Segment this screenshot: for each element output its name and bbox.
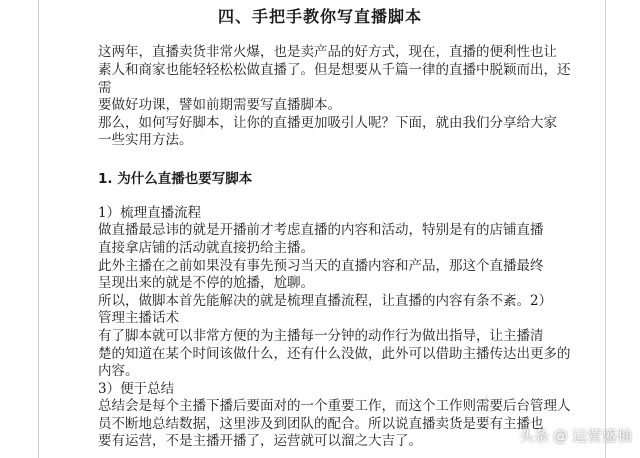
body-line: 做直播最忌讳的就是开播前才考虑直播的内容和活动，特别是有的店铺直播 xyxy=(98,222,544,238)
watermark-platform: 头条 xyxy=(518,427,549,445)
body-line: 1）梳理直播流程 xyxy=(98,205,202,221)
body-line: 楚的知道在某个时间该做什么，还有什么没做，此外可以借助主播传达出更多的 xyxy=(98,346,571,362)
body-line: 有了脚本就可以非常方便的为主播每一分钟的动作行为做出指导，让主播清 xyxy=(98,328,544,344)
body-line: 员不断地总结数据，这里涉及到团队的配合。所以说直播卖货是要有主播也 xyxy=(98,416,544,432)
watermark xyxy=(519,425,632,446)
document-title: 四、手把手教你写直播脚本 xyxy=(217,7,422,26)
intro-line: 要做好功课，譬如前期需要写直播脚本。 xyxy=(98,97,341,113)
section-heading: 1. 为什么直播也要写脚本 xyxy=(98,171,253,187)
intro-line: 一些实用方法。 xyxy=(98,132,193,148)
watermark-author: 运营盛柚 xyxy=(571,427,632,445)
intro-line: 素人和商家也能轻轻松松做直播了。但是想要从千篇一律的直播中脱颖而出，还 xyxy=(98,62,571,78)
body-line: 总结会是每个主播下播后要面对的一个重要工作，而这个工作则需要后台管理人 xyxy=(98,398,571,414)
body-line: 要有运营，不是主播开播了，运营就可以溜之大吉了。 xyxy=(98,433,422,449)
body-line: 直接拿店铺的活动就直接扔给主播。 xyxy=(98,240,314,256)
intro-line: 这两年，直播卖货非常火爆，也是卖产品的好方式，现在，直播的便利性也让 xyxy=(98,44,557,60)
body-line: 所以，做脚本首先能解决的就是梳理直播流程，让直播的内容有条不紊。2） xyxy=(98,293,553,309)
watermark-separator: @ xyxy=(552,426,568,445)
body-line: 内容。 xyxy=(98,363,139,379)
body-line: 此外主播在之前如果没有事先预习当天的直播内容和产品，那这个直播最终 xyxy=(98,258,544,274)
body-line: 管理主播话术 xyxy=(98,310,179,326)
body-line: 3）便于总结 xyxy=(98,381,175,397)
body-line: 呈现出来的就是不停的尬播，尬聊。 xyxy=(98,275,314,291)
intro-line: 那么，如何写好脚本，让你的直播更加吸引人呢？下面，就由我们分享给大家 xyxy=(98,115,557,131)
intro-line: 需 xyxy=(98,80,112,96)
